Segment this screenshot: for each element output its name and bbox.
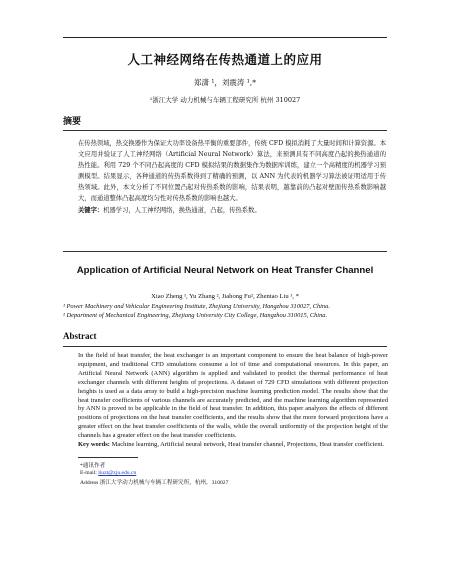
email-link[interactable]: liuzt@zju.edu.cn (98, 470, 137, 476)
english-abstract-heading: Abstract (63, 331, 97, 341)
english-keywords-label: Key words: (78, 441, 110, 449)
english-affiliation-2: ² Department of Mechanical Engineering, Zhejiang University City College, Hangzhou 310015, China. (63, 312, 328, 319)
abstract-rule (63, 130, 387, 131)
chinese-abstract-text: 在传热领域，热交换器作为保证大功率设备热平衡的重要部件，传统 CFD 模拟消耗了大量时间和计算资源。本文应用并验证了人工神经网络（Artificial Neural Network）算法，来预测具有不同高度凸起的换热通道的热性能。利用 729 个不同凸起高度的 CFD 模拟结果的数据集作为数据库训练，建立一个高精度的机器学习预测模型。结果显示，各种通道的传热系数得到了精确的预测，以 ANN 为代表的机器学习算法被证明适用于传热领域。此外，本文分析了不同位置凸起对传热系数的影响，结果表明，越靠前的凸起对壁面传热系数影响越大，而通道整体凸起高度均匀性对传热系数的影响也越大。 (78, 140, 386, 203)
english-abstract (78, 352, 388, 450)
footnote-email-label: E-mail: (80, 470, 97, 476)
english-affiliation-1: ¹ Power Machinery and Vehicular Engineering Institute, Zhejiang University, Hangzhou 310027, China. (63, 303, 330, 310)
chinese-keywords-line (78, 207, 261, 214)
chinese-keywords: 机器学习，人工神经网络，换热通道，凸起，传热系数。 (103, 206, 261, 214)
top-rule (63, 37, 387, 38)
english-abstract-text: In the field of heat transfer, the heat exchanger is an important component to ensure the heat balance of high-power equipment, and traditional CFD simulations consume a lot of time and computational resources. In this paper, an Artificial Neural Network (ANN) algorithm is applied and validated to predict the thermal performance of heat exchanger channels with different heights of projections. A dataset of 729 CFD simulations with different projection heights is used as a data array to build a high-precision machine learning prediction model. The results show that the heat transfer coefficients of various channels are accurately predicted, and the machine learning algorithm represented by ANN is proved to be applicable in the field of heat transfer. In addition, this paper analyzes the effects of different positions of projections on the heat transfer coefficients, and the results show that the more forward projections have a greater effect on the heat transfer coefficients of the walls, while the overall uniformity of the projection height of the channels has a greater effect on the heat transfer coefficients. (78, 352, 388, 440)
chinese-abstract (78, 138, 386, 216)
english-keywords: Machine learning, Artificial neural network, Heat transfer channel, Projections, Heat transfer coefficient. (111, 441, 385, 449)
footnote-email-line (80, 470, 136, 476)
section-rule (63, 251, 387, 252)
chinese-title: 人工神经网络在传热通道上的应用 (127, 52, 323, 67)
chinese-authors: 郑潇 ¹，刘震涛 ¹,* (194, 78, 256, 87)
footnote-corresponding: *通讯作者 (80, 463, 106, 469)
english-abstract-rule (63, 346, 387, 347)
english-authors: Xiao Zheng ¹, Yu Zhang ², Jiahong Fu², Zhentao Liu ¹, * (151, 293, 299, 300)
english-keywords-line (78, 441, 384, 448)
chinese-abstract-heading: 摘要 (63, 117, 82, 127)
chinese-affiliation: ¹浙江大学 动力机械与车辆工程研究所 杭州 310027 (149, 96, 301, 104)
english-title: Application of Artificial Neural Network on Heat Transfer Channel (76, 265, 374, 276)
footnote-address: Address 浙江大学动力机械与车辆工程研究所，杭州，310027 (80, 480, 229, 486)
chinese-keywords-label: 关键字： (78, 206, 104, 214)
footnote-rule (78, 457, 138, 458)
